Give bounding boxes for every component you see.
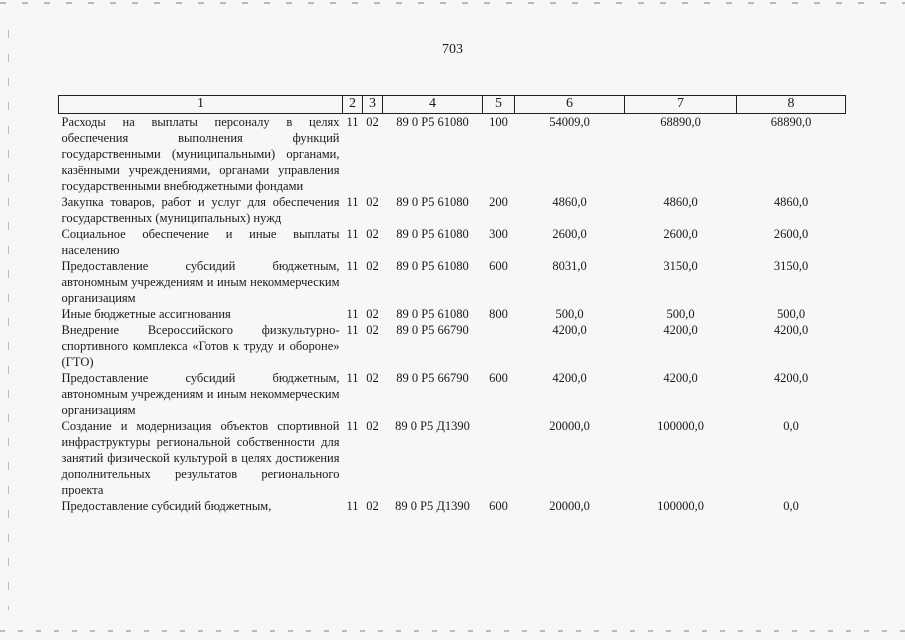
row-description: Предоставление субсидий бюджетным, <box>61 499 272 513</box>
row-section: 11 <box>346 371 359 385</box>
row-description: Иные бюджетные ассигнования <box>61 307 231 321</box>
row-target-code: 89 0 P5 61080 <box>396 115 469 129</box>
row-amount-col6: 54009,0 <box>549 115 590 129</box>
row-section: 11 <box>346 115 359 129</box>
row-subsection: 02 <box>366 307 379 321</box>
row-section: 11 <box>346 323 359 337</box>
row-amount-col8: 3150,0 <box>773 259 809 273</box>
table-row <box>59 258 846 306</box>
header-cell: 2 <box>343 96 363 114</box>
row-description: Предоставление субсидий бюджетным, автономным учреждениям и иным некоммерческим организациям <box>61 371 340 417</box>
row-amount-col6: 4200,0 <box>552 323 587 337</box>
table-row <box>59 194 846 226</box>
row-description: Предоставление субсидий бюджетным, автономным учреждениям и иным некоммерческим организациям <box>61 259 340 305</box>
row-expense-type <box>483 322 515 370</box>
row-expense-type <box>483 418 515 498</box>
row-section: 11 <box>346 419 359 433</box>
row-amount-col8: 4200,0 <box>773 323 809 337</box>
row-target-code: 89 0 P5 Д1390 <box>395 499 470 513</box>
row-subsection: 02 <box>366 419 379 433</box>
row-target-code: 89 0 P5 61080 <box>396 259 469 273</box>
row-description: Внедрение Всероссийского физкультурно-спортивного комплекса «Готов к труду и обороне» (ГТО) <box>61 323 340 369</box>
row-subsection: 02 <box>366 115 379 129</box>
row-expense-type: 300 <box>489 227 508 241</box>
row-amount-col7: 4200,0 <box>663 371 698 385</box>
row-amount-col6: 8031,0 <box>552 259 587 273</box>
header-cell: 6 <box>515 96 625 114</box>
row-target-code: 89 0 P5 61080 <box>396 227 469 241</box>
row-amount-col8: 0,0 <box>783 419 799 433</box>
row-description: Создание и модернизация объектов спортивной инфраструктуры региональной собственности для занятий физической культурой в целях достижения дополнительных результатов регионального проекта <box>61 419 340 497</box>
row-amount-col6: 4200,0 <box>552 371 587 385</box>
row-expense-type: 600 <box>489 259 508 273</box>
row-description: Расходы на выплаты персоналу в целях обеспечения выполнения функций государственными (муниципальными) органами, казёнными учреждениями, органами управления государственными внебюджетными фондами <box>61 115 340 193</box>
header-cell: 3 <box>363 96 383 114</box>
row-amount-col7: 500,0 <box>666 307 695 321</box>
row-amount-col6: 2600,0 <box>552 227 587 241</box>
row-subsection: 02 <box>366 195 379 209</box>
row-amount-col8: 500,0 <box>776 307 806 321</box>
row-amount-col7: 100000,0 <box>657 419 704 433</box>
row-description: Закупка товаров, работ и услуг для обеспечения государственных (муниципальных) нужд <box>61 195 340 225</box>
row-target-code: 89 0 P5 Д1390 <box>395 419 470 433</box>
row-target-code: 89 0 P5 61080 <box>396 307 469 321</box>
row-subsection: 02 <box>366 499 379 513</box>
row-section: 11 <box>346 259 359 273</box>
header-cell: 5 <box>483 96 515 114</box>
row-amount-col6: 20000,0 <box>549 419 590 433</box>
table-row <box>59 322 846 370</box>
row-amount-col8: 2600,0 <box>773 227 809 241</box>
row-amount-col8: 4860,0 <box>773 195 809 209</box>
row-subsection: 02 <box>366 371 379 385</box>
header-cell: 4 <box>383 96 483 114</box>
row-expense-type: 800 <box>489 307 508 321</box>
header-cell: 8 <box>737 96 846 114</box>
row-section: 11 <box>346 227 359 241</box>
row-amount-col6: 500,0 <box>555 307 584 321</box>
row-amount-col7: 68890,0 <box>660 115 701 129</box>
row-amount-col8: 68890,0 <box>770 115 812 129</box>
row-section: 11 <box>346 195 359 209</box>
row-description: Социальное обеспечение и иные выплаты населению <box>61 227 340 257</box>
row-amount-col7: 3150,0 <box>663 259 698 273</box>
budget-table <box>58 95 846 514</box>
row-expense-type: 600 <box>489 499 508 513</box>
scan-edge-left <box>8 30 9 610</box>
row-subsection: 02 <box>366 259 379 273</box>
row-amount-col6: 20000,0 <box>549 499 590 513</box>
table-header-row <box>59 96 846 114</box>
row-expense-type: 100 <box>489 115 508 129</box>
page-number: 703 <box>442 42 463 57</box>
row-target-code: 89 0 P5 66790 <box>396 323 469 337</box>
table-row <box>59 498 846 514</box>
header-cell: 7 <box>625 96 737 114</box>
scan-edge-bottom <box>0 630 905 632</box>
row-subsection: 02 <box>366 227 379 241</box>
row-amount-col8: 0,0 <box>783 499 799 513</box>
header-cell: 1 <box>59 96 343 114</box>
row-amount-col7: 100000,0 <box>657 499 704 513</box>
row-amount-col7: 4200,0 <box>663 323 698 337</box>
row-expense-type: 600 <box>489 371 508 385</box>
row-target-code: 89 0 P5 61080 <box>396 195 469 209</box>
row-amount-col6: 4860,0 <box>552 195 587 209</box>
table-row <box>59 418 846 498</box>
row-amount-col8: 4200,0 <box>773 371 809 385</box>
row-section: 11 <box>346 499 359 513</box>
table-row <box>59 226 846 258</box>
row-subsection: 02 <box>366 323 379 337</box>
table-body <box>59 114 846 515</box>
row-section: 11 <box>346 307 359 321</box>
row-expense-type: 200 <box>489 195 508 209</box>
row-target-code: 89 0 P5 66790 <box>396 371 469 385</box>
scan-edge-top <box>0 2 905 4</box>
table-row <box>59 370 846 418</box>
row-amount-col7: 4860,0 <box>663 195 698 209</box>
table-row <box>59 306 846 322</box>
row-amount-col7: 2600,0 <box>663 227 698 241</box>
table-row <box>59 114 846 195</box>
